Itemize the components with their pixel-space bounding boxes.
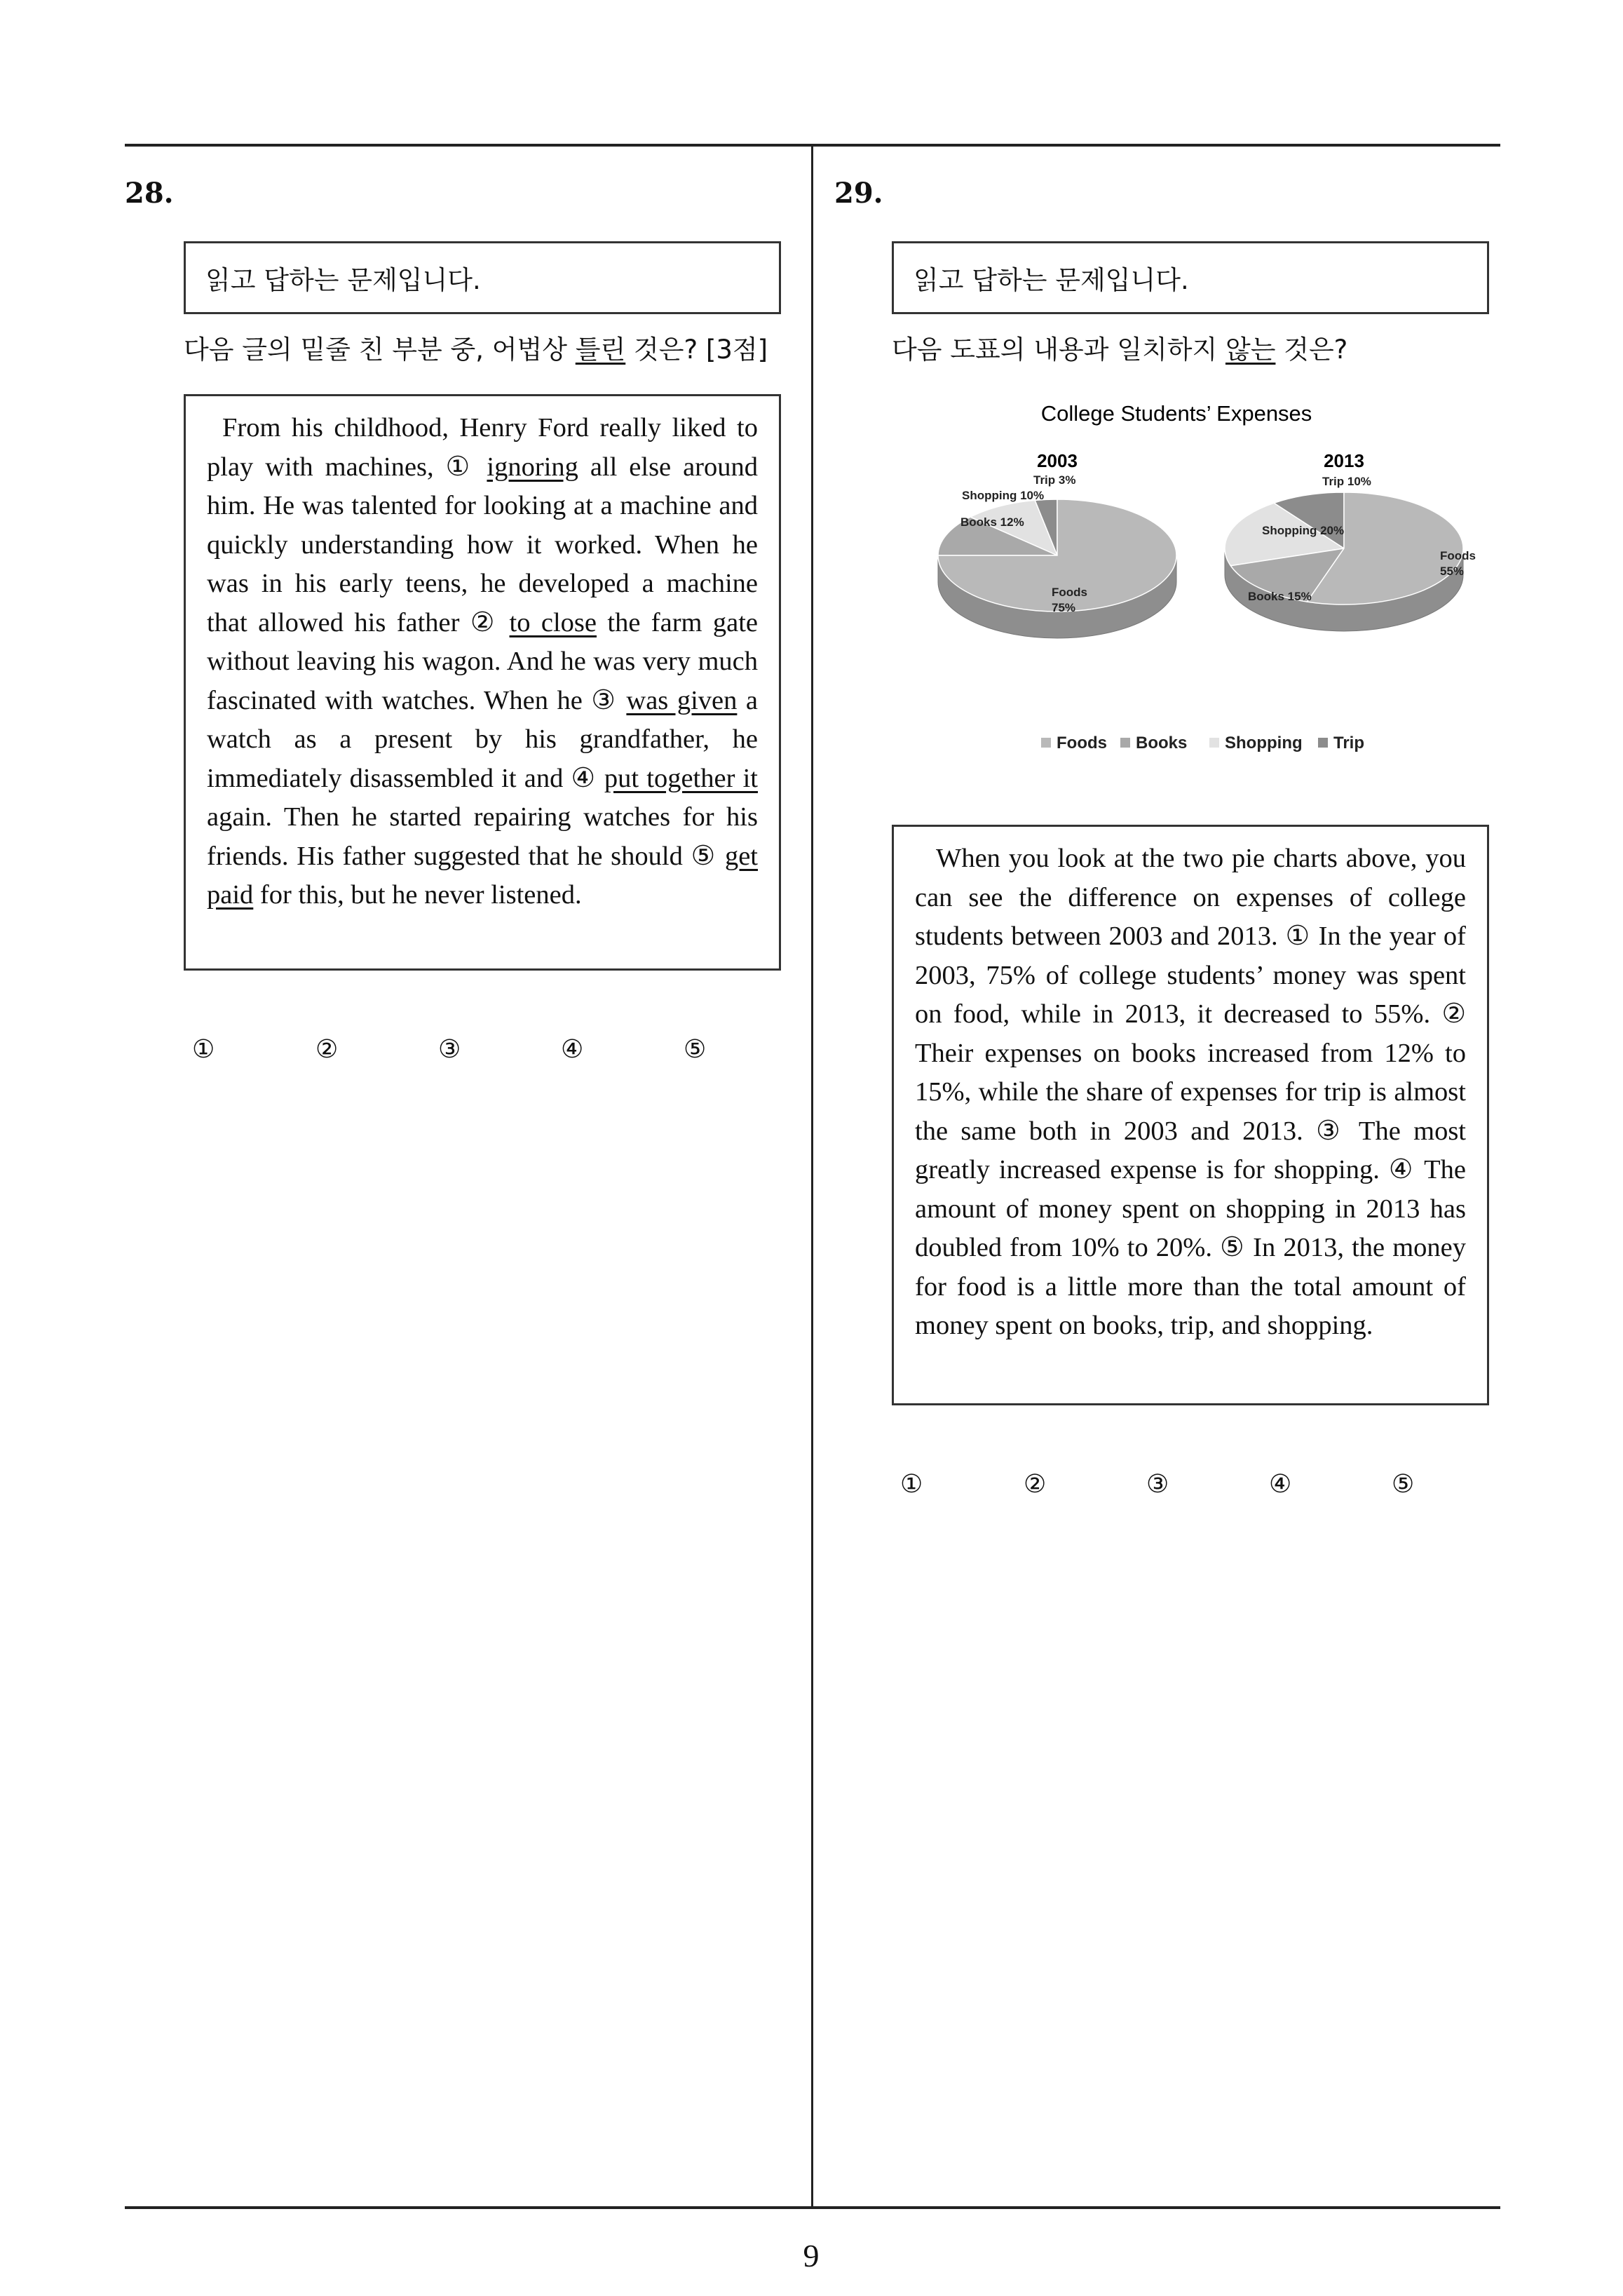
question-29-prompt	[892, 328, 1347, 366]
choice-2[interactable]: ②	[1024, 1470, 1047, 1499]
q28-text: for this, but he never listened.	[253, 880, 582, 910]
prompt-text: 다음 글의 밑줄 친 부분 중, 어법상	[184, 335, 576, 365]
question-29-number: 29.	[834, 177, 883, 210]
prompt-text: 것은?	[1275, 335, 1348, 365]
chart-title: College Students’ Expenses	[1040, 401, 1312, 426]
chart-year-2003: 2003	[1037, 450, 1078, 471]
q28-underlined-phrase: to close	[509, 607, 597, 637]
question-29-intro-box	[892, 241, 1489, 314]
question-28-intro: 읽고 답하는 문제입니다.	[205, 265, 481, 295]
q28-text: From his childhood, Henry Ford really liked to play with machines, ①	[207, 413, 758, 482]
question-28-choices	[0, 1035, 806, 1070]
chart-legend	[1041, 734, 1364, 752]
slice-label-trip-2003: Trip 3%	[1033, 473, 1076, 487]
choice-1[interactable]: ①	[192, 1035, 215, 1064]
legend-label-shopping: Shopping	[1225, 734, 1303, 752]
question-28-prompt	[184, 328, 768, 366]
question-29-passage	[892, 825, 1489, 1405]
q28-underlined-phrase: ignoring	[487, 452, 578, 482]
choice-4[interactable]: ④	[561, 1035, 584, 1064]
choice-3[interactable]: ③	[438, 1035, 461, 1064]
q28-underlined-phrase: get paid	[207, 841, 758, 910]
slice-label-trip-2013: Trip 10%	[1322, 475, 1371, 488]
slice-label-shopping-2013: Shopping 20%	[1262, 524, 1345, 537]
chart-year-2013: 2013	[1324, 450, 1364, 471]
legend-label-foods: Foods	[1057, 734, 1107, 752]
question-28-passage	[184, 394, 781, 971]
choice-4[interactable]: ④	[1269, 1470, 1292, 1499]
bottom-rule	[125, 2206, 1500, 2209]
legend-swatch-books	[1120, 738, 1130, 748]
expenses-pie-chart	[918, 386, 1479, 764]
legend-swatch-foods	[1041, 738, 1051, 748]
prompt-text: 다음 도표의 내용과 일치하지	[892, 335, 1225, 365]
legend-label-books: Books	[1136, 734, 1188, 752]
prompt-underlined: 틀린	[575, 335, 626, 365]
choice-1[interactable]: ①	[900, 1470, 923, 1499]
slice-label-foods-2013: Foods 55%	[1440, 549, 1476, 578]
legend-swatch-trip	[1318, 738, 1328, 748]
slice-label-books-2013: Books 15%	[1248, 590, 1312, 603]
choice-3[interactable]: ③	[1146, 1470, 1169, 1499]
slice-label-books-2003: Books 12%	[960, 515, 1024, 529]
slice-label-foods-2003: Foods 75%	[1052, 586, 1087, 614]
prompt-underlined: 않는	[1225, 335, 1276, 365]
legend-swatch-shopping	[1209, 738, 1219, 748]
page-number: 9	[803, 2238, 820, 2274]
question-28-intro-box	[184, 241, 781, 314]
question-28-number: 28.	[125, 177, 174, 210]
q28-underlined-phrase: was given	[626, 685, 738, 715]
q28-text: the farm gate without leaving his wagon. And he was very much fascinated with watches. When he ③	[207, 607, 758, 715]
legend-label-trip: Trip	[1333, 734, 1365, 752]
question-29-intro: 읽고 답하는 문제입니다.	[914, 265, 1189, 295]
choice-2[interactable]: ②	[315, 1035, 339, 1064]
question-29-choices	[0, 1470, 1542, 1505]
column-divider	[811, 144, 813, 2208]
q28-underlined-phrase: put together it	[604, 763, 758, 793]
prompt-text: 것은? [3점]	[625, 335, 768, 365]
q28-text: again. Then he started repairing watches for his friends. His father suggested that he should ⑤	[207, 802, 758, 871]
q28-text: all else around him. He was talented for looking at a machine and quickly understanding how it worked. When he was in his early teens, he developed a machine that allowed his father ②	[207, 452, 759, 637]
q28-text: a watch as a present by his grandfather, he immediately disassembled it and ④	[207, 685, 759, 793]
slice-label-shopping-2003: Shopping 10%	[962, 489, 1045, 502]
choice-5[interactable]: ⑤	[684, 1035, 707, 1064]
q29-text: When you look at the two pie charts above, you can see the difference on expenses of college students between 2003 and 2013. ① In the year of 2003, 75% of college students’ money was spent on food, while in 2013, it decreased to 55%. ② Their expenses on books increased from 12% to 15%, while the share of expenses for trip is almost the same both in 2003 and 2013. ③ The most greatly increased expense is for shopping. ④ The amount of money spent on shopping in 2013 has doubled from 10% to 20%. ⑤ In 2013, the money for food is a little more than the total amount of money spent on books, trip, and shopping.	[915, 844, 1466, 1340]
choice-5[interactable]: ⑤	[1392, 1470, 1415, 1499]
